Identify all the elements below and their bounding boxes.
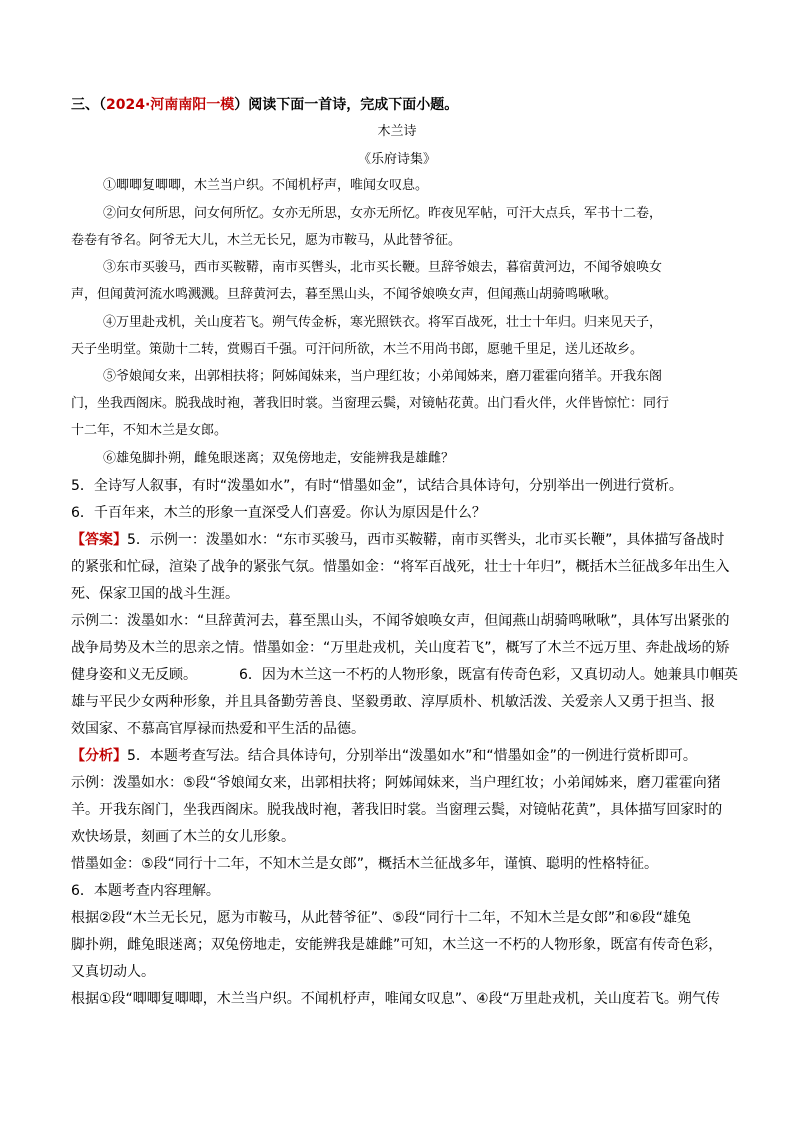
analysis-line: 又真切动人。	[71, 964, 155, 980]
analysis-line	[71, 746, 723, 766]
section-intro	[71, 95, 723, 115]
analysis-line: 根据②段“木兰无长兄，愿为市鞍马，从此替爷征”、⑤段“同行十二年，不知木兰是女郎”和⑥段“雄兔	[71, 910, 691, 926]
poem-line: ①唧唧复唧唧，木兰当户织。不闻机杼声，唯闻女叹息。	[103, 178, 429, 193]
answer-line: 雄与平民少女两种形象，并且具备勤劳善良、坚毅勇敢、淳厚质朴、机敏活泼、关爱亲人又勇于担当、报	[71, 694, 715, 710]
poem-line: ⑤爷娘闻女来，出郭相扶将；阿姊闻妹来，当户理红妆；小弟闻姊来，磨刀霍霍向猪羊。开我东阁	[103, 369, 663, 384]
answer-line: 示例二：泼墨如水：“旦辞黄河去，暮至黑山头，不闻爷娘唤女声，但闻燕山胡骑鸣啾啾”，具体写出紧张的	[71, 613, 730, 629]
poem-line: 天子坐明堂。策勋十二转，赏赐百千强。可汗问所欲，木兰不用尚书郎，愿驰千里足，送儿还故乡。	[71, 342, 644, 357]
question-5: 5．全诗写人叙事，有时“泼墨如水”，有时“惜墨如金”，试结合具体诗句，分别举出一例进行赏析。	[71, 478, 683, 494]
question-6: 6．千百年来，木兰的形象一直深受人们喜爱。你认为原因是什么？	[71, 505, 486, 521]
analysis-line: 根据①段“唧唧复唧唧，木兰当户织。不闻机杼声，唯闻女叹息”、④段“万里赴戎机，关山度若飞。朔气传	[71, 991, 720, 1007]
poem-line: 门，坐我西阁床。脱我战时袍，著我旧时裳。当窗理云鬓，对镜帖花黄。出门看火伴，火伴皆惊忙：同行	[71, 396, 670, 411]
poem-line: 声，但闻黄河流水鸣溅溅。旦辞黄河去，暮至黑山头，不闻爷娘唤女声，但闻燕山胡骑鸣啾啾。	[71, 287, 618, 302]
poem-line: 卷卷有爷名。阿爷无大儿，木兰无长兄，愿为市鞍马，从此替爷征。	[71, 233, 462, 248]
analysis-line: 示例：泼墨如水：⑤段“爷娘闻女来，出郭相扶将；阿姊闻妹来，当户理红妆；小弟闻姊来，磨刀霍霍向猪	[71, 775, 721, 791]
answer-label: 【答案】	[71, 532, 127, 548]
answer-line: 效国家、不慕高官厚禄而热爱和平生活的品德。	[71, 721, 365, 737]
analysis-line: 欢快场景，刻画了木兰的女儿形象。	[71, 829, 295, 845]
answer-text: 6．因为木兰这一不朽的人物形象，既富有传奇色彩，又真切动人。她兼具巾帼英	[239, 667, 738, 683]
intro-source: 2024·河南南阳一模	[106, 97, 235, 113]
poem-collection: 《乐府诗集》	[357, 152, 436, 167]
analysis-line: 脚扑朔，雌兔眼迷离；双兔傍地走，安能辨我是雄雌”可知，木兰这一不朽的人物形象，既富有传奇色彩，	[71, 937, 723, 953]
analysis-line: 惜墨如金：⑤段“同行十二年，不知木兰是女郎”，概括木兰征战多年，谨慎、聪明的性格特征。	[71, 856, 659, 872]
answer-text: 5．示例一：泼墨如水：“东市买骏马，西市买鞍鞯，南市买辔头，北市买长鞭”，具体描写备战时	[127, 532, 725, 548]
answer-line: 死、保家卫国的战斗生涯。	[71, 586, 239, 602]
answer-line: 战争局势及木兰的思亲之情。惜墨如金：“万里赴戎机，关山度若飞”，概写了木兰不远万里、奔赴战场的矫	[71, 640, 730, 656]
intro-prefix: 三、（	[71, 97, 106, 113]
answer-line	[71, 530, 723, 550]
answer-text: 健身姿和义无反顾。	[71, 667, 197, 683]
analysis-line: 羊。开我东阁门，坐我西阁床。脱我战时袍，著我旧时裳。当窗理云鬓，对镜帖花黄”，具体描写回家时的	[71, 802, 723, 818]
analysis-label: 【分析】	[71, 748, 127, 764]
poem-line: ⑥雄兔脚扑朔，雌兔眼迷离；双兔傍地走，安能辨我是雄雌？	[103, 451, 455, 466]
poem-title: 木兰诗	[377, 124, 417, 139]
poem-line: 十二年，不知木兰是女郎。	[71, 423, 228, 438]
analysis-line: 6．本题考查内容理解。	[71, 883, 220, 899]
poem-line: ②问女何所思，问女何所忆。女亦无所思，女亦无所忆。昨夜见军帖，可汗大点兵，军书十二卷，	[103, 206, 663, 221]
poem-line: ③东市买骏马，西市买鞍鞯，南市买辔头，北市买长鞭。旦辞爷娘去，暮宿黄河边，不闻爷娘唤女	[103, 260, 663, 275]
answer-line	[71, 665, 738, 685]
intro-suffix: ）阅读下面一首诗，完成下面小题。	[234, 97, 459, 113]
answer-line: 的紧张和忙碌，渲染了战争的紧张气氛。惜墨如金：“将军百战死，壮士十年归”，概括木兰征战多年出生入	[71, 559, 730, 575]
poem-line: ④万里赴戎机，关山度若飞。朔气传金柝，寒光照铁衣。将军百战死，壮士十年归。归来见天子，	[103, 315, 663, 330]
analysis-text: 5．本题考查写法。结合具体诗句，分别举出“泼墨如水”和“惜墨如金”的一例进行赏析即可。	[127, 748, 697, 764]
